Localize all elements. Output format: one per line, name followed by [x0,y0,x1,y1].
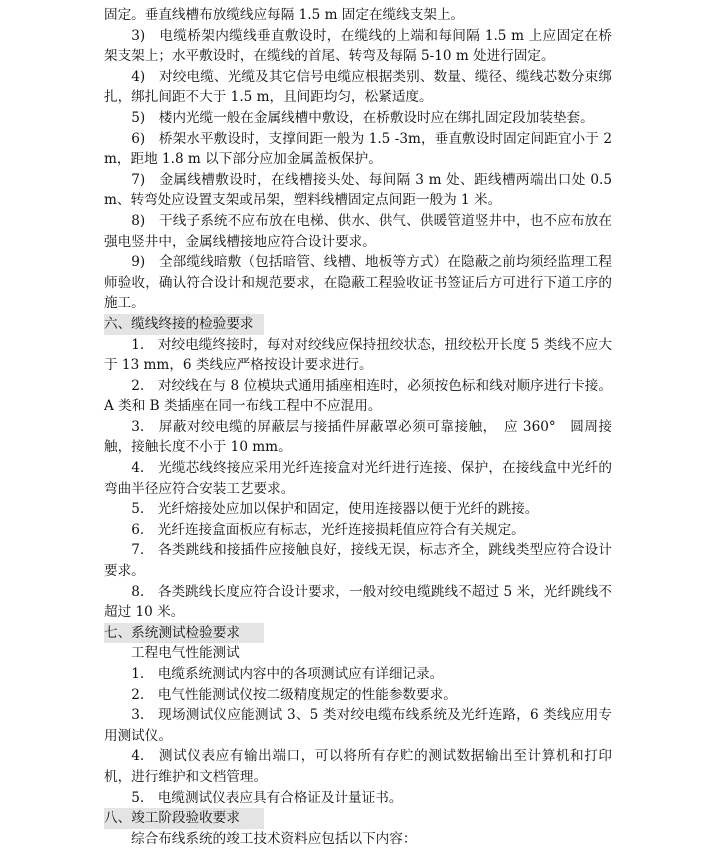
body-paragraph: 1. 电缆系统测试内容中的各项测试应有详细记录。 [131,666,444,682]
body-paragraph: 2. 电气性能测试仪按二级精度规定的性能参数要求。 [131,686,457,703]
body-paragraph: 2. 对绞线在与 8 位模块式通用插座相连时，必须按色标和线对顺序进行卡接。A 类和 B 类插座在同一布线工程中不应混用。 [104,377,612,415]
body-paragraph: 3) 电缆桥架内缆线垂直敷设时，在缆线的上端和每间隔 1.5 m 上应固定在桥架支架上；水平敷设时，在缆线的首尾、转弯及每隔 5-10 m 处进行固定。 [104,27,612,65]
body-paragraph: 6. 光纤连接盒面板应有标志，光纤连接损耗值应符合有关规定。 [131,521,525,538]
body-paragraph: 6) 桥架水平敷设时，支撑间距一般为 1.5 -3m，垂直敷设时固定间距宜小于 2 m，距地 1.8 m 以下部分应加金属盖板保护。 [104,130,612,168]
body-paragraph: 4) 对绞电缆、光缆及其它信号电缆应根据类别、数量、缆径、缆线芯数分束绑扎，绑扎间距不大于 1.5 m，且间距均匀，松紧适度。 [104,68,612,106]
body-paragraph: 7. 各类跳线和接插件应接触良好，接线无误，标志齐全，跳线类型应符合设计要求。 [104,542,612,580]
document-body [104,5,612,849]
body-paragraph: 7) 金属线槽敷设时，在线槽接头处、每间隔 3 m 处、距线槽两端出口处 0.5 m、转弯处应设置支架或吊架，塑料线槽固定点间距一般为 1 米。 [104,171,612,209]
body-paragraph: 4. 光缆芯线终接应采用光纤连接盒对光纤进行连接、保护，在接线盒中光纤的弯曲半径应符合安装工艺要求。 [104,460,612,497]
sub-heading: 综合布线系统的竣工技术资料应包括以下内容： [131,830,417,847]
sub-heading: 工程电气性能测试 [131,645,240,662]
body-paragraph: 3. 屏蔽对绞电缆的屏蔽层与接插件屏蔽罩必须可靠接触， 应 360° 圆周接触，接触长度不小于 10 mm。 [104,418,612,456]
body-paragraph: 5) 楼内光缆一般在金属线槽中敷设，在桥敷设时应在绑扎固定段加装垫套。 [131,109,594,126]
section-heading: 八、竣工阶段验收要求 [104,808,264,829]
body-paragraph: 9) 全部缆线暗敷（包括暗管、线槽、地板等方式）在隐蔽之前均须经监理工程师验收，确认符合设计和规范要求，在隐蔽工程验收证书签证后方可进行下道工序的施工。 [104,254,612,312]
body-paragraph: 5. 光纤熔接处应加以保护和固定，使用连接器以便于光纤的跳接。 [131,501,539,518]
body-paragraph: 固定。垂直线槽布放缆线应每隔 1.5 m 固定在缆线支架上。 [104,7,465,23]
body-paragraph: 8) 干线子系统不应布放在电梯、供水、供气、供暖管道竖井中，也不应布放在强电竖井中，金属线槽接地应符合设计要求。 [104,212,612,250]
section-heading: 六、缆线终接的检验要求 [104,314,264,335]
body-paragraph: 3. 现场测试仪应能测试 3、5 类对绞电缆布线系统及光纤连路，6 类线应用专用测试仪。 [104,707,612,744]
body-paragraph: 8. 各类跳线长度应符合设计要求，一般对绞电缆跳线不超过 5 米，光纤跳线不超过 10 米。 [104,583,612,621]
body-paragraph: 1. 对绞电缆终接时，每对对绞线应保持扭绞状态，扭绞松开长度 5 类线不应大于 13 mm，6 类线应严格按设计要求进行。 [104,336,612,374]
body-paragraph: 5. 电缆测试仪表应具有合格证及计量证书。 [131,789,403,806]
body-paragraph: 4. 测试仪表应有输出端口，可以将所有存贮的测试数据输出至计算机和打印机，进行维护和文档管理。 [104,748,612,785]
section-heading: 七、系统测试检验要求 [104,623,264,644]
